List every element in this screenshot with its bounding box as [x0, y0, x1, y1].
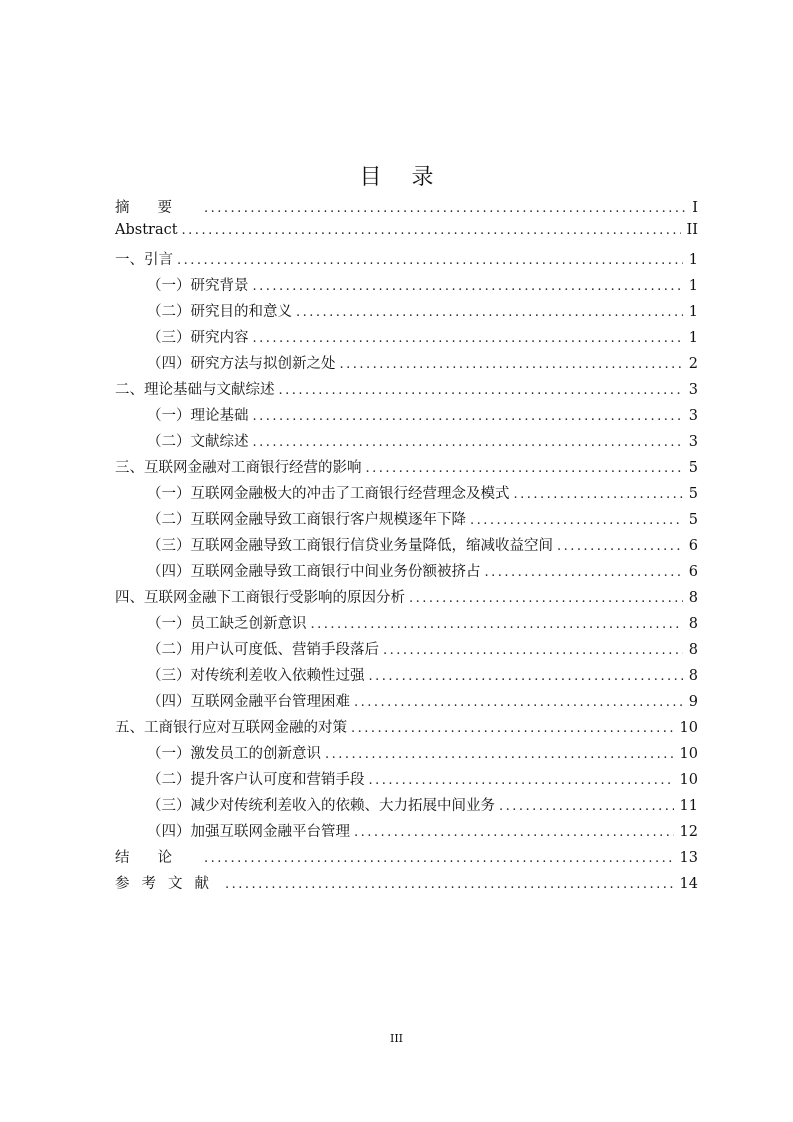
- toc-entry-page: 3: [688, 382, 698, 398]
- toc-leader-dots: [177, 253, 683, 268]
- toc-entry-label: 五、工商银行应对互联网金融的对策: [115, 720, 347, 736]
- toc-leader-dots: [253, 331, 683, 346]
- toc-entry-label: （四）研究方法与拟创新之处: [147, 356, 336, 372]
- toc-entry: [115, 716, 698, 742]
- toc-entry-page: 5: [688, 460, 698, 476]
- toc-entry-page: 2: [688, 356, 698, 372]
- toc-leader-dots: [499, 799, 674, 814]
- toc-entry-label: （一）激发员工的创新意识: [147, 746, 321, 762]
- toc-entry-label: （一）互联网金融极大的冲击了工商银行经营理念及模式: [147, 486, 510, 502]
- toc-entry: [115, 612, 698, 638]
- toc-leader-dots: [369, 773, 674, 788]
- toc-entry: [115, 404, 698, 430]
- toc-entry-page: 5: [688, 486, 698, 502]
- toc-entry-page: 9: [688, 694, 698, 710]
- toc-leader-dots: [311, 617, 683, 632]
- toc-leader-dots: [369, 669, 683, 684]
- toc-entry: [115, 742, 698, 768]
- toc-entry: [115, 768, 698, 794]
- toc-entry-label: （二）提升客户认可度和营销手段: [147, 772, 365, 788]
- toc-entry-label: 参考文献: [115, 876, 221, 892]
- toc-entry-page: 8: [688, 616, 698, 632]
- toc-leader-dots: [253, 409, 683, 424]
- toc-entry: [115, 846, 698, 872]
- toc-entry: [115, 638, 698, 664]
- toc-entry-page: 8: [688, 642, 698, 658]
- toc-leader-dots: [279, 383, 683, 398]
- toc-leader-dots: [253, 435, 683, 450]
- toc-entry-page: 6: [688, 538, 698, 554]
- toc-entry: [115, 378, 698, 404]
- toc-entry-page: 12: [679, 824, 698, 840]
- toc-entry-page: 1: [688, 330, 698, 346]
- page-number: III: [389, 1032, 404, 1045]
- toc-entry-page: 3: [688, 434, 698, 450]
- toc-entry: [115, 274, 698, 300]
- toc-entry-page: 13: [679, 850, 698, 866]
- toc-leader-dots: [485, 565, 683, 580]
- toc-entry: [115, 196, 698, 222]
- toc-entry-page: 8: [688, 668, 698, 684]
- toc-entry-label: 四、互联网金融下工商银行受影响的原因分析: [115, 590, 405, 606]
- toc-leader-dots: [354, 825, 674, 840]
- toc-entry: [115, 560, 698, 586]
- toc-leader-dots: [354, 695, 683, 710]
- toc-entry-label: （一）员工缺乏创新意识: [147, 616, 307, 632]
- toc-entry: [115, 430, 698, 456]
- toc-entry-label: （二）用户认可度低、营销手段落后: [147, 642, 379, 658]
- toc-leader-dots: [296, 305, 683, 320]
- toc-entry-label: 摘要: [115, 200, 200, 216]
- toc-leader-dots: [557, 539, 683, 554]
- toc-entry-page: 14: [679, 876, 698, 892]
- toc-entry: [115, 482, 698, 508]
- toc-entry-label: （四）加强互联网金融平台管理: [147, 824, 350, 840]
- toc-entry-page: 11: [679, 798, 698, 814]
- toc-entry-page: I: [692, 200, 698, 216]
- toc-leader-dots: [204, 201, 686, 216]
- toc-entry-label: 一、引言: [115, 252, 173, 268]
- toc-entry: [115, 456, 698, 482]
- toc-entry: [115, 534, 698, 560]
- toc-entry-label: （二）互联网金融导致工商银行客户规模逐年下降: [147, 512, 466, 528]
- toc-entry-page: 1: [688, 252, 698, 268]
- toc-leader-dots: [514, 487, 683, 502]
- toc-entry-label: （四）互联网金融平台管理困难: [147, 694, 350, 710]
- toc-entry: [115, 664, 698, 690]
- toc-entry-page: 6: [688, 564, 698, 580]
- toc-leader-dots: [340, 357, 683, 372]
- toc-entry-page: 1: [688, 304, 698, 320]
- toc-entry: [115, 300, 698, 326]
- toc-entry: [115, 690, 698, 716]
- toc-leader-dots: [351, 721, 674, 736]
- toc-entry-label: （二）文献综述: [147, 434, 249, 450]
- toc-entry-label: 三、互联网金融对工商银行经营的影响: [115, 460, 362, 476]
- toc-entry-label: （三）互联网金融导致工商银行信贷业务量降低，缩减收益空间: [147, 538, 553, 554]
- toc-leader-dots: [204, 851, 674, 866]
- toc-entry-page: II: [686, 222, 698, 238]
- toc-entry: [115, 248, 698, 274]
- toc-leader-dots: [409, 591, 683, 606]
- toc-entry: [115, 586, 698, 612]
- toc-entry: [115, 352, 698, 378]
- toc-entry-label: （四）互联网金融导致工商银行中间业务份额被挤占: [147, 564, 481, 580]
- toc-entry: [115, 326, 698, 352]
- toc-entry: [115, 222, 698, 248]
- toc-entry-label: （二）研究目的和意义: [147, 304, 292, 320]
- toc-entry-label: 结论: [115, 850, 200, 866]
- toc-entry-label: （一）理论基础: [147, 408, 249, 424]
- toc-entry: [115, 508, 698, 534]
- toc-entry-label: （三）减少对传统利差收入的依赖、大力拓展中间业务: [147, 798, 495, 814]
- toc-entry-page: 10: [679, 772, 698, 788]
- toc-entry: [115, 872, 698, 898]
- toc-entry-label: （三）研究内容: [147, 330, 249, 346]
- page-title: 目录: [359, 165, 464, 190]
- toc-leader-dots: [383, 643, 683, 658]
- toc-entry-label: 二、理论基础与文献综述: [115, 382, 275, 398]
- toc-leader-dots: [253, 279, 683, 294]
- toc-entry: [115, 794, 698, 820]
- toc-entry-label: （一）研究背景: [147, 278, 249, 294]
- toc-entry-page: 10: [679, 746, 698, 762]
- toc-entry-label: （三）对传统利差收入依赖性过强: [147, 668, 365, 684]
- toc-leader-dots: [325, 747, 674, 762]
- toc-entry-page: 1: [688, 278, 698, 294]
- toc-entry-page: 5: [688, 512, 698, 528]
- toc-leader-dots: [366, 461, 683, 476]
- table-of-contents: [115, 196, 698, 898]
- toc-entry-page: 10: [679, 720, 698, 736]
- toc-entry-label: Abstract: [115, 222, 178, 238]
- toc-entry-page: 8: [688, 590, 698, 606]
- toc-leader-dots: [225, 877, 674, 892]
- toc-leader-dots: [182, 223, 681, 238]
- toc-entry-page: 3: [688, 408, 698, 424]
- toc-entry: [115, 820, 698, 846]
- toc-leader-dots: [470, 513, 683, 528]
